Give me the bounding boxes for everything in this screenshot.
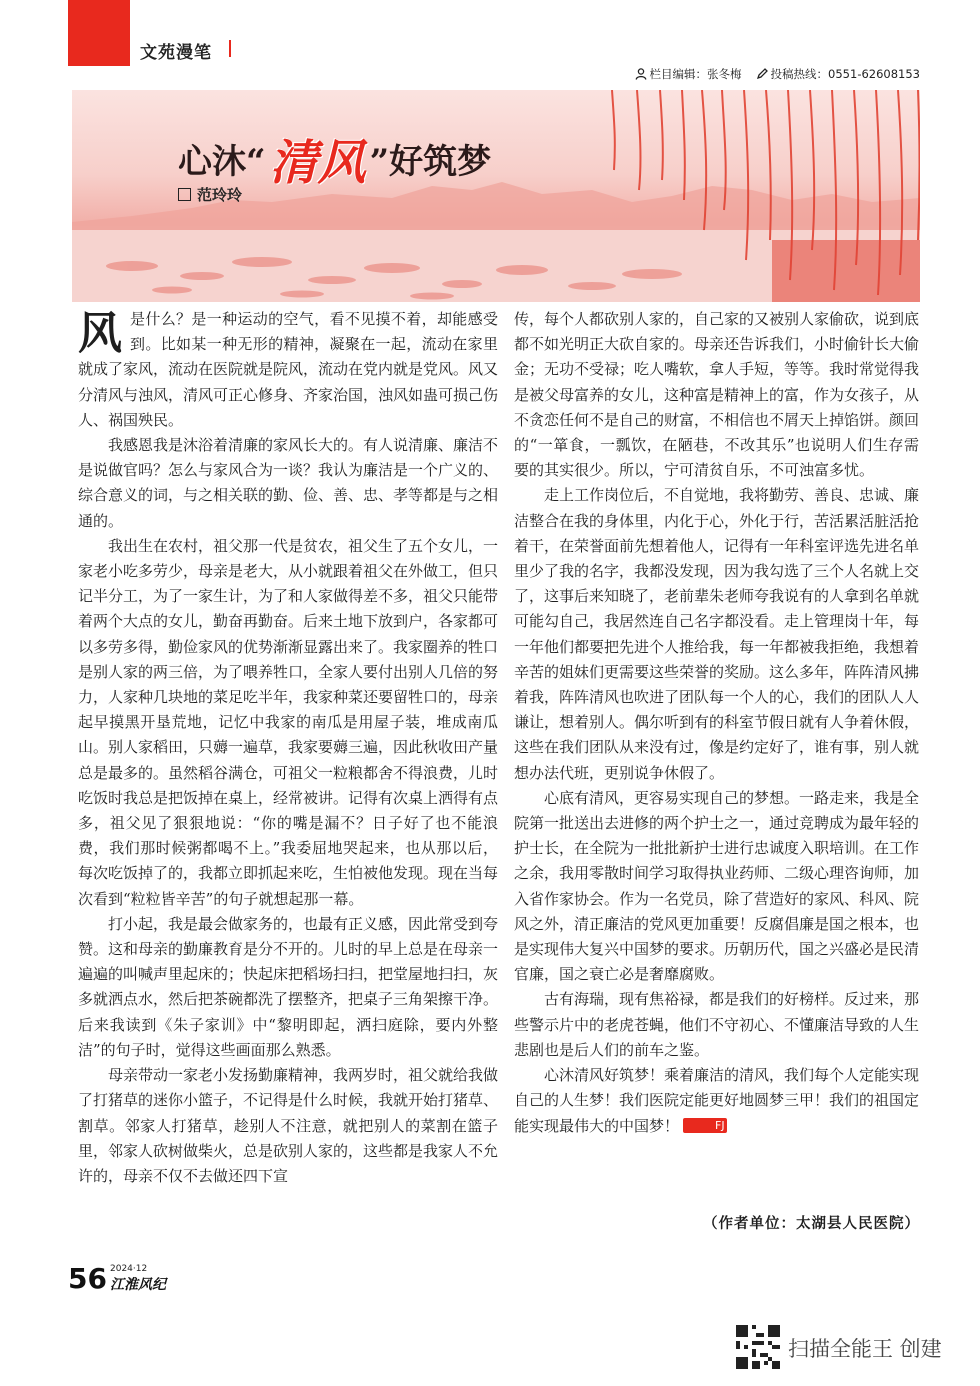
editor-text: 栏目编辑：张冬梅 — [649, 67, 742, 81]
square-icon — [178, 188, 191, 201]
qr-code-icon — [736, 1325, 780, 1369]
paragraph: 母亲带动一家老小发扬勤廉精神，我两岁时，祖父就给我做了打猪草的迷你小篮子，不记得是什么时候，我就开始打猪草、割草。邻家人打猪草，趁别人不注意，就把别人的菜割在篮子里，邻家人砍树做柴火，总是砍别人家的，这些都是我家人不允许的，母亲不仅不去做还四下宣 — [78, 1066, 499, 1185]
paragraph: 心沐清风好筑梦！乘着廉洁的清风，我们每个人定能实现自己的人生梦！我们医院定能更好地圆梦三甲！我们的祖国定能实现最伟大的中国梦！ FJ — [514, 1066, 920, 1135]
title-suffix: ”好筑梦 — [369, 142, 492, 182]
hotline-text: 投稿热线：0551-62608153 — [770, 67, 920, 81]
right-column — [514, 307, 919, 1139]
column-name: 文苑漫笔 — [140, 43, 212, 63]
paragraph: 打小起，我是最会做家务的，也最有正义感，因此常受到夸赞。这和母亲的勤廉教育是分不开的。儿时的早上总是在母亲一遍遍的叫喊声里起床的；快起床把稻场扫扫，把堂屋地扫扫，灰多就洒点水，然后把茶碗都洗了摆整齐，把桌子三角架擦干净。后来我读到《朱子家训》中“黎明即起，洒扫庭除，要内外整洁”的句子时，觉得这些画面那么熟悉。 — [78, 914, 499, 1059]
column-divider — [229, 40, 231, 57]
pen-icon — [756, 68, 768, 80]
page-number: 56 — [68, 1262, 107, 1295]
left-column — [78, 307, 498, 1189]
article-title — [178, 124, 491, 193]
editor-item — [635, 66, 742, 82]
author-line — [178, 184, 242, 205]
paragraph: 我感恩我是沐浴着清廉的家风长大的。有人说清廉、廉洁不是说做官吗？怎么与家风合为一谈？我认为廉洁是一个广义的、综合意义的词，与之相关联的勤、俭、善、忠、孝等都是与之相通的。 — [78, 436, 499, 530]
hotline-item — [756, 66, 920, 82]
author-name: 范玲玲 — [197, 186, 243, 204]
section-color-tab — [68, 0, 130, 66]
person-icon — [635, 68, 647, 80]
paragraph: 传，每个人都砍别人家的，自己家的又被别人家偷砍，说到底都不如光明正大砍自家的。母亲还告诉我们，小时偷针长大偷金；无功不受禄；吃人嘴软，拿人手短，等等。我时常觉得我是被父母富养的女儿，这种富是精神上的富，作为女孩子，从不贪恋任何不是自己的财富，不相信也不屑天上掉馅饼。颜回的“一箪食，一瓢饮，在陋巷，不改其乐”也说明人们生存需要的其实很少。所以，宁可清贫自乐，不可浊富多忧。 — [514, 310, 920, 480]
end-mark: FJ — [683, 1118, 727, 1133]
magazine-name: 江淮风纪 — [110, 1277, 166, 1293]
dropcap: 风 — [78, 308, 122, 359]
paragraph: 走上工作岗位后，不自觉地，我将勤劳、善良、忠诚、廉洁整合在我的身体里，内化于心，外化于行，苦活累活脏活抢着干，在荣誉面前先想着他人，记得有一年科室评选先进名单里少了我的名字，我都没发现，因为我勾选了三个人名就上交了，这事后来知晓了，老前辈朱老师夸我说有的人拿到名单就可能勾自己，我居然连自己名字都没看。走上管理岗十年，每一年他们都要把先进个人推给我，每一年都被我拒绝，我想着辛苦的姐妹们更需要这些荣誉的奖励。这么多年，阵阵清风拂着我，阵阵清风也吹进了团队每一个人的心，我们的团队人人谦让，想着别人。偶尔听到有的科室节假日就有人争着休假，这些在我们团队从来没有过，像是约定好了，谁有事，别人就想办法代班，更别说争休假了。 — [514, 486, 920, 782]
paragraph: 古有海瑞，现有焦裕禄，都是我们的好榜样。反过来，那些警示片中的老虎苍蝇，他们不守初心、不懂廉洁导致的人生悲剧也是后人们的前车之鉴。 — [514, 990, 920, 1059]
editor-info — [635, 66, 920, 82]
paragraph: 我出生在农村，祖父那一代是贫农，祖父生了五个女儿，一家老小吃多劳少，母亲是老大，从小就跟着祖父在外做工，但只记半分工，为了一家生计，为了和人家做得差不多，祖父只能带着两个大点的女儿，勤奋再勤奋。后来土地下放到户，各家都可以多劳多得，勤俭家风的优势渐渐显露出来了。我家圈养的牲口是别人家的两三倍，为了喂养牲口，全家人要付出别人几倍的努力，人家种几块地的菜足吃半年，我家种菜还要留牲口的，母亲起早摸黑开垦荒地，记忆中我家的南瓜是用屋子装，堆成南瓜山。别人家稻田，只薅一遍草，我家要薅三遍，因此秋收田产量总是最多的。虽然稻谷满仓，可祖父一粒粮都舍不得浪费，儿时吃饭时我总是把饭掉在桌上，经常被讲。记得有次桌上洒得有点多，祖父见了狠狠地说：“你的嘴是漏不？日子好了也不能浪费，我们那时候粥都喝不上。”我委屈地哭起来，也从那以后，每次吃饭掉了的，我都立即抓起来吃，生怕被他发现。现在当每次看到“粒粒皆辛苦”的句子就想起那一幕。 — [78, 536, 499, 908]
issue-date: 2024·12 — [110, 1264, 148, 1274]
paragraph: 心底有清风，更容易实现自己的梦想。一路走来，我是全院第一批送出去进修的两个护士之一，通过竞聘成为最年轻的护士长，在全院为一批批新护士进行忠诚度入职培训。在工作之余，我用零散时间学习取得执业药师、二级心理咨询师，加入省作家协会。作为一名党员，除了营造好的家风、科风、院风之外，清正廉洁的党风更加重要！反腐倡廉是国之根本，也是实现伟大复兴中国梦的要求。历朝历代，国之兴盛必是民清官廉，国之衰亡必是奢靡腐败。 — [514, 788, 920, 984]
author-affiliation: （作者单位：太湖县人民医院） — [703, 1215, 920, 1232]
title-prefix: 心沐“ — [178, 142, 266, 182]
paragraph: 风是什么？是一种运动的空气，看不见摸不着，却能感受到。比如某一种无形的精神，凝聚在一起，流动在家里就成了家风，流动在医院就是院风，流动在党内就是党风。风又分清风与浊风，清风可正心修身、齐家治国，浊风如蛊可损己伤人、祸国殃民。 — [78, 308, 499, 429]
scanner-watermark: 扫描全能王 创建 — [788, 1337, 942, 1361]
title-highlight: 清风 — [269, 135, 366, 191]
